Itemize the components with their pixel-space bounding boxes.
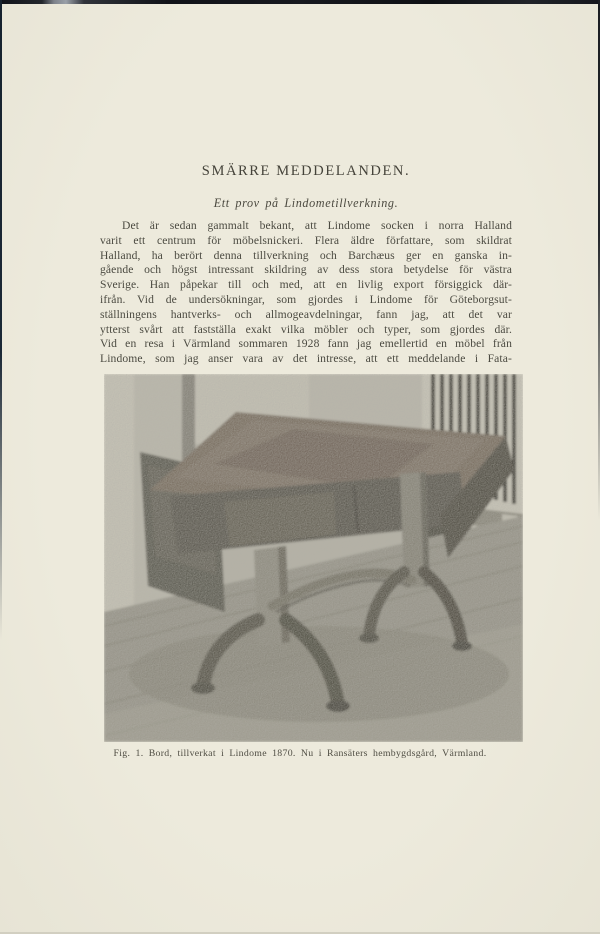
paragraph-line: Vid en resa i Värmland sommaren 1928 fann jag emellertid en möbel från: [100, 337, 512, 351]
scan-edge-top: [0, 0, 600, 4]
paragraph-line: Lindome, som jag anser vara av det intresse, att ett meddelande i Fata-: [100, 352, 512, 366]
paragraph-line: ytterst svårt att fastställa exakt vilka möbler och typer, som gjordes där.: [100, 322, 512, 336]
figure-caption: Fig. 1. Bord, tillverkat i Lindome 1870. Nu i Ransäters hembygdsgård, Värmland.: [113, 748, 487, 759]
table-photo-illustration: [104, 374, 523, 742]
article-subtitle: Ett prov på Lindometillverkning.: [213, 196, 399, 210]
paragraph-line: varit ett centrum för möbelsnickeri. Flera äldre författare, som skildrat: [100, 233, 512, 247]
article-title: SMÄRRE MEDDELANDEN.: [201, 163, 411, 179]
paragraph-line: Sverige. Han påpekar till och med, att en livlig export försiggick där-: [100, 278, 512, 292]
paragraph-line: Det är sedan gammalt bekant, att Lindome socken i norra Halland: [122, 219, 512, 232]
photo-grain-overlay: [104, 374, 523, 742]
figure-photo: [104, 374, 523, 742]
paragraph-line: gående och högst intressant skildring av dess stora betydelse för västra: [100, 263, 512, 277]
paragraph-line: ställningens hantverks- och allmogeavdelningar, fann jag, att det var: [100, 307, 512, 321]
paragraph-line: Halland, ha berört denna tillverkning och Barchæus ger en ganska in-: [100, 248, 512, 262]
article-paragraph: [100, 219, 512, 367]
paragraph-line: ifrån. Vid de undersökningar, som gjordes i Lindome för Göteborgsut-: [100, 292, 512, 306]
scan-edge-left: [0, 0, 2, 640]
